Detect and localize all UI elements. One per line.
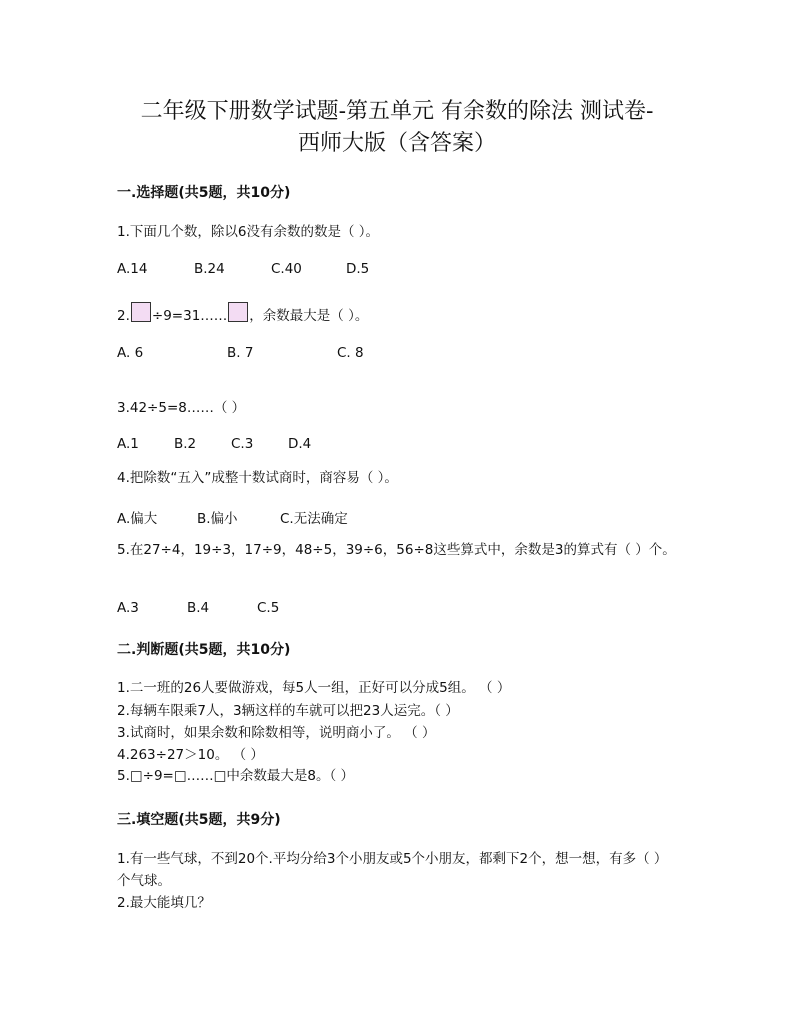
option-1-4-c: C.无法确定: [280, 511, 348, 527]
blank-box-remainder: [228, 302, 248, 322]
blank-box-dividend: [131, 302, 151, 322]
option-1-3-a: A.1: [117, 436, 139, 452]
option-1-2-a: A. 6: [117, 345, 144, 361]
question-1-2-suffix: ，余数最大是（ ）。: [249, 308, 369, 324]
judge-item-1: 1.二一班的26人要做游戏，每5人一组，正好可以分成5组。 （ ）: [117, 680, 511, 696]
option-1-2-b: B. 7: [227, 345, 254, 361]
option-1-1-c: C.40: [271, 261, 302, 277]
section-heading-fill: 三.填空题(共5题，共9分): [117, 812, 281, 828]
question-1-2: [117, 302, 368, 327]
question-1-5: 5.在27÷4，19÷3，17÷9，48÷5，39÷6，56÷8这些算式中，余数是3的算式有（ ）个。: [117, 542, 676, 558]
question-1-2-prefix: 2.: [117, 308, 130, 324]
option-1-1-d: D.5: [346, 261, 370, 277]
option-1-5-b: B.4: [187, 600, 210, 616]
document-title-line-1: 二年级下册数学试题-第五单元 有余数的除法 测试卷-: [140, 99, 654, 124]
judge-item-5: 5.□÷9=□……□中余数最大是8。（ ）: [117, 768, 354, 784]
judge-item-2: 2.每辆车限乘7人，3辆这样的车就可以把23人运完。（ ）: [117, 703, 459, 719]
judge-item-4: 4.263÷27＞10。 （ ）: [117, 747, 264, 763]
section-heading-judge: 二.判断题(共5题，共10分): [117, 642, 291, 658]
option-1-4-a: A.偏大: [117, 511, 158, 527]
option-1-3-c: C.3: [231, 436, 254, 452]
option-1-3-d: D.4: [288, 436, 312, 452]
section-heading-choice: 一.选择题(共5题，共10分): [117, 185, 291, 201]
fill-question-2: 2.最大能填几？: [117, 895, 211, 911]
fill-question-1: 1.有一些气球，不到20个.平均分给3个小朋友或5个小朋友，都剩下2个，想一想，有多（ ）个气球。: [117, 851, 668, 889]
judge-item-3: 3.试商时，如果余数和除数相等，说明商小了。 （ ）: [117, 725, 436, 741]
option-1-3-b: B.2: [174, 436, 197, 452]
question-1-1: 1.下面几个数，除以6没有余数的数是（ ）。: [117, 224, 380, 240]
document-title-line-2: 西师大版（含答案）: [297, 131, 496, 156]
option-1-2-c: C. 8: [337, 345, 364, 361]
question-1-3: 3.42÷5=8……（ ）: [117, 400, 246, 416]
option-1-5-a: A.3: [117, 600, 139, 616]
option-1-4-b: B.偏小: [197, 511, 238, 527]
question-1-4: 4.把除数“五入”成整十数试商时，商容易（ ）。: [117, 470, 398, 486]
option-1-1-a: A.14: [117, 261, 148, 277]
question-1-2-middle: ÷9=31……: [151, 308, 228, 324]
option-1-1-b: B.24: [194, 261, 225, 277]
option-1-5-c: C.5: [257, 600, 280, 616]
